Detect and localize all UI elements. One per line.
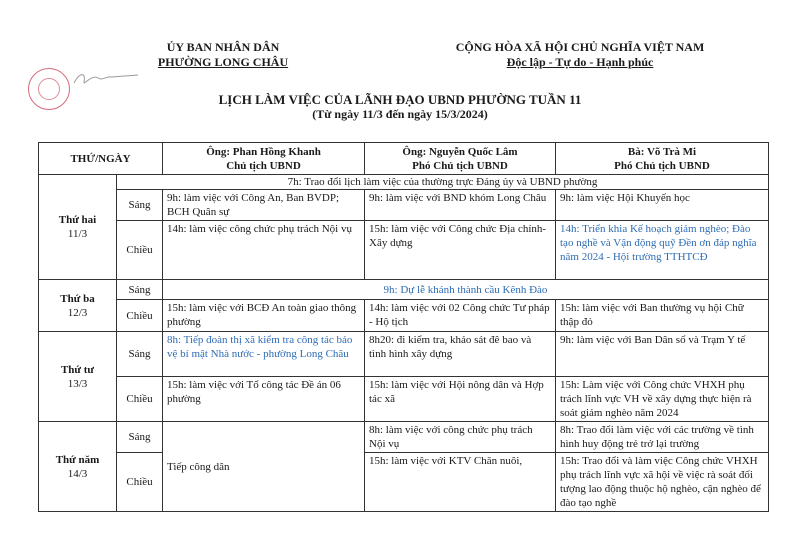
organization-header <box>138 40 308 70</box>
day-tuesday <box>39 280 117 332</box>
thursday-allday-leader1: Tiếp công dân <box>163 422 365 512</box>
table-row <box>39 422 769 453</box>
signature-icon <box>72 68 142 88</box>
tuesday-afternoon-leader2: 14h: làm việc với 02 Công chức Tư pháp - Hộ tịch <box>365 300 556 332</box>
document-title: LỊCH LÀM VIỆC CỦA LÃNH ĐẠO UBND PHƯỜNG TUẦN 11 <box>218 92 582 107</box>
day-date: 13/3 <box>67 377 88 390</box>
thursday-afternoon-leader2: 15h: làm việc với KTV Chăn nuôi, <box>365 453 556 512</box>
table-row <box>39 190 769 221</box>
leader1-name: Ông: Phan Hồng Khanh <box>206 145 321 158</box>
session-morning: Sáng <box>117 332 163 377</box>
session-afternoon: Chiều <box>117 300 163 332</box>
session-afternoon: Chiều <box>117 221 163 280</box>
session-afternoon: Chiều <box>117 377 163 422</box>
wednesday-afternoon-leader2: 15h: làm việc với Hội nông dân và Hợp tác xã <box>365 377 556 422</box>
day-monday <box>39 175 117 280</box>
leader3-role: Phó Chủ tịch UBND <box>614 159 710 172</box>
monday-afternoon-leader2: 15h: làm việc với Công chức Địa chính-Xây dựng <box>365 221 556 280</box>
thursday-afternoon-leader3: 15h: Trao đổi và làm việc Công chức VHXH phụ trách lĩnh vực xã hội về việc rà soát đối tượng lao động thuộc hộ nghèo, cận nghèo để đào tạo nghề <box>556 453 769 512</box>
day-date: 12/3 <box>67 306 88 319</box>
header-row <box>39 143 769 175</box>
leader3-header <box>556 143 769 175</box>
document-subtitle: (Từ ngày 11/3 đến ngày 15/3/2024) <box>312 107 488 121</box>
monday-morning-leader3: 9h: làm việc Hội Khuyến học <box>556 190 769 221</box>
session-morning: Sáng <box>117 280 163 300</box>
day-name: Thứ tư <box>60 363 95 376</box>
monday-afternoon-leader1: 14h: làm việc công chức phụ trách Nội vụ <box>163 221 365 280</box>
tuesday-morning-common-event: 9h: Dự lễ khánh thành cầu Kênh Đào <box>163 280 769 300</box>
day-date: 14/3 <box>67 467 88 480</box>
wednesday-morning-leader3: 9h: làm việc với Ban Dân số và Trạm Y tế <box>556 332 769 377</box>
table-row <box>39 453 769 512</box>
leader2-name: Ông: Nguyễn Quốc Lâm <box>402 145 518 158</box>
day-wednesday <box>39 332 117 422</box>
session-morning: Sáng <box>117 190 163 221</box>
leader1-header <box>163 143 365 175</box>
day-name: Thứ năm <box>55 453 100 466</box>
table-row <box>39 300 769 332</box>
table-row <box>39 280 769 300</box>
leader2-header <box>365 143 556 175</box>
monday-common-event: 7h: Trao đổi lịch làm việc của thường trực Đảng ủy và UBND phường <box>117 175 769 190</box>
day-thursday <box>39 422 117 512</box>
nation-name: CỘNG HÒA XÃ HỘI CHỦ NGHĨA VIỆT NAM <box>455 40 705 54</box>
wednesday-morning-leader1: 8h: Tiếp đoàn thị xã kiểm tra công tác bảo vệ bí mật Nhà nước - phường Long Châu <box>163 332 365 377</box>
monday-morning-leader1: 9h: làm việc với Công An, Ban BVDP; BCH Quân sự <box>163 190 365 221</box>
monday-morning-leader2: 9h: làm việc với BND khóm Long Châu <box>365 190 556 221</box>
tuesday-afternoon-leader1: 15h: làm việc với BCĐ An toàn giao thông phường <box>163 300 365 332</box>
session-afternoon: Chiều <box>117 453 163 512</box>
national-header <box>410 40 750 70</box>
nation-motto: Độc lập - Tự do - Hạnh phúc <box>506 55 654 69</box>
org-name-line1: ỦY BAN NHÂN DÂN <box>166 40 280 54</box>
leader2-role: Phó Chủ tịch UBND <box>412 159 508 172</box>
day-name: Thứ ba <box>60 292 95 305</box>
session-morning: Sáng <box>117 422 163 453</box>
day-column-header: THỨ/NGÀY <box>39 143 163 175</box>
thursday-morning-leader2: 8h: làm việc với công chức phụ trách Nội vụ <box>365 422 556 453</box>
table-row <box>39 221 769 280</box>
thursday-morning-leader3: 8h: Trao đổi làm việc với các trường về tình hình huy động trẻ trở lại trường <box>556 422 769 453</box>
day-name: Thứ hai <box>58 214 97 226</box>
day-date: 11/3 <box>67 228 88 240</box>
monday-afternoon-leader3: 14h: Triển khia Kế hoạch giảm nghèo; Đào tạo nghề và Vận động quỹ Đền ơn đáp nghĩa năm 2024 - Hội trường TTHTCĐ <box>556 221 769 280</box>
wednesday-afternoon-leader3: 15h: Làm việc với Công chức VHXH phụ trách lĩnh vực VH về xây dựng thực hiện rà soát giảm nghèo năm 2024 <box>556 377 769 422</box>
leader1-role: Chủ tịch UBND <box>226 159 301 172</box>
table-row <box>39 377 769 422</box>
org-name-line2: PHƯỜNG LONG CHÂU <box>157 55 289 69</box>
tuesday-afternoon-leader3: 15h: làm việc với Ban thường vụ hội Chữ thập đỏ <box>556 300 769 332</box>
schedule-table <box>38 142 769 512</box>
leader3-name: Bà: Võ Trà Mi <box>627 145 697 158</box>
wednesday-morning-leader2: 8h20: đi kiểm tra, khảo sát đê bao và tình hình xây dựng <box>365 332 556 377</box>
table-row <box>39 175 769 190</box>
wednesday-afternoon-leader1: 15h: làm việc với Tổ công tác Đề án 06 phường <box>163 377 365 422</box>
table-row <box>39 332 769 377</box>
